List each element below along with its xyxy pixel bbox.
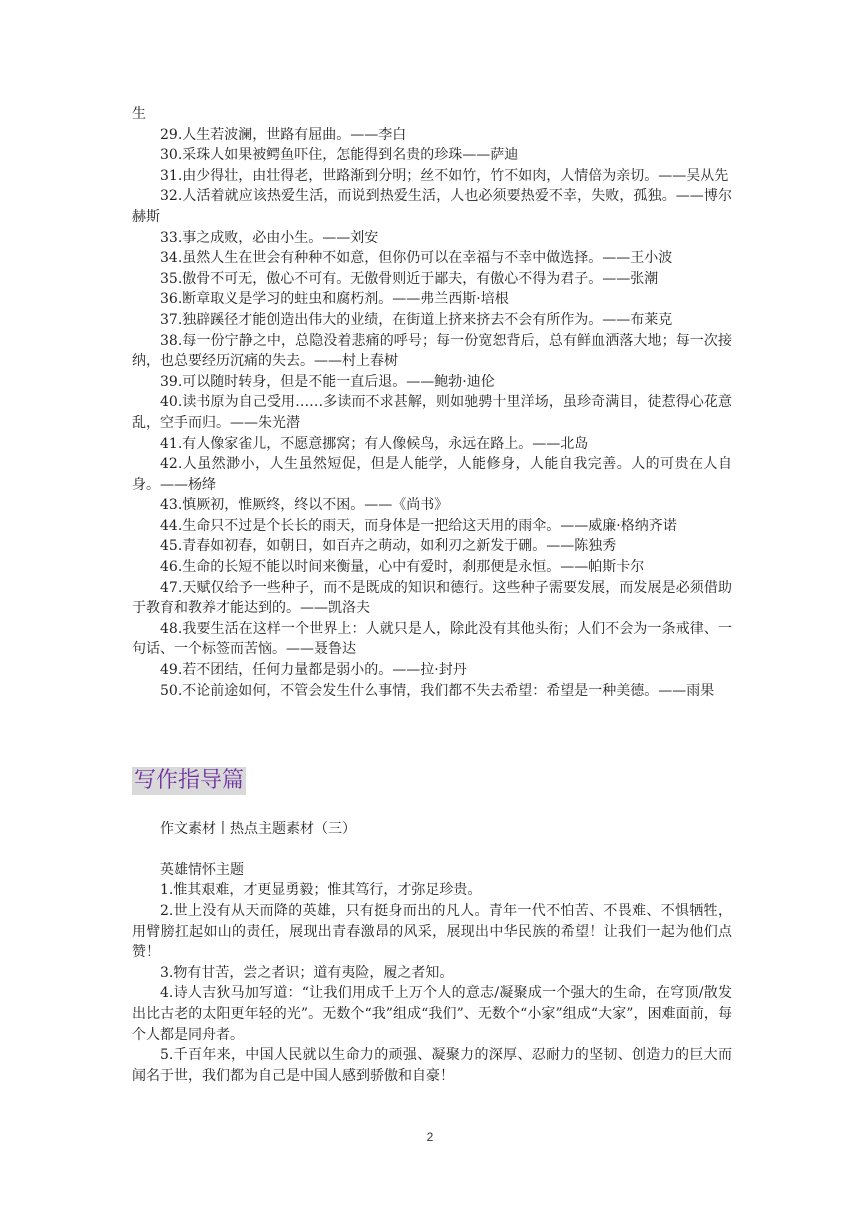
quote-item: 45.青春如初春，如朝日，如百卉之萌动，如利刃之新发于硎。——陈独秀 <box>160 538 617 555</box>
quote-item: 35.傲骨不可无，傲心不可有。无傲骨则近于鄙夫，有傲心不得为君子。——张潮 <box>160 270 659 287</box>
topic-item: 2.世上没有从天而降的英雄，只有挺身而出的凡人。青年一代不怕苦、不畏难、不惧牺牲，用臂膀扛起如山的责任，展现出青春激昂的风采，展现出中华民族的希望！让我们一起为他们点赞！ <box>132 903 732 961</box>
quote-item: 43.慎厥初，惟厥终，终以不困。——《尚书》 <box>160 497 449 514</box>
page-content <box>132 104 732 1086</box>
section-heading: 写作指导篇 <box>134 768 245 794</box>
quotes-list <box>132 125 732 702</box>
quote-item: 31.由少得壮，由壮得老，世路渐到分明；丝不如竹，竹不如肉，人情倍为亲切。——吴从先 <box>160 167 729 184</box>
quote-item: 33.事之成败，必由小生。——刘安 <box>160 229 379 246</box>
spacer <box>132 840 732 860</box>
quote-item: 30.采珠人如果被鳄鱼吓住，怎能得到名贵的珍珠——萨迪 <box>160 147 519 164</box>
quote-item: 29.人生若波澜，世路有屈曲。——李白 <box>160 126 407 143</box>
quote-item: 42.人虽然渺小，人生虽然短促，但是人能学，人能修身，人能自我完善。人的可贵在人自身。——杨绛 <box>132 456 732 493</box>
continuation-text: 生 <box>132 106 146 122</box>
quote-item: 49.若不团结，任何力量都是弱小的。——拉·封丹 <box>160 662 467 679</box>
spacer <box>132 701 732 767</box>
spacer <box>132 795 732 819</box>
quote-item: 37.独辟蹊径才能创造出伟大的业绩，在街道上挤来挤去不会有所作为。——布莱克 <box>160 311 673 328</box>
topic-item: 4.诗人吉狄马加写道：“让我们用成千上万个人的意志/凝聚成一个强大的生命，在穹顶/散发出比古老的太阳更年轻的光”。无数个“我”组成“我们”、无数个“小家”组成“大家”，困难面前，每个人都是同舟者。 <box>132 985 732 1043</box>
topic-item: 3.物有甘苦，尝之者识；道有夷险，履之者知。 <box>160 964 454 981</box>
quote-item: 48.我要生活在这样一个世界上：人就只是人，除此没有其他头衔；人们不会为一条戒律、一句话、一个标签而苦恼。——聂鲁达 <box>132 620 732 658</box>
quote-item: 40.读书原为自己受用……多读而不求甚解，则如驰骋十里洋场，虽珍奇满目，徒惹得心花意乱，空手而归。——朱光潜 <box>132 394 732 431</box>
topic-item: 5.千百年来，中国人民就以生命力的顽强、凝聚力的深厚、忍耐力的坚韧、创造力的巨大而闻名于世，我们都为自己是中国人感到骄傲和自豪！ <box>132 1047 732 1084</box>
quote-item: 47.天赋仅给予一些种子，而不是既成的知识和德行。这些种子需要发展，而发展是必须借助于教育和教养才能达到的。——凯洛夫 <box>132 579 732 617</box>
page-number: 2 <box>426 1130 434 1144</box>
quote-item: 41.有人像家雀儿，不愿意挪窝；有人像候鸟，永远在路上。——北岛 <box>160 435 589 452</box>
quote-item: 32.人活着就应该热爱生活，而说到热爱生活，人也必须要热爱不幸，失败，孤独。——博尔赫斯 <box>132 188 732 225</box>
quote-item: 46.生命的长短不能以时间来衡量，心中有爱时，刹那便是永恒。——帕斯卡尔 <box>160 559 645 576</box>
quote-item: 50.不论前途如何，不管会发生什么事情，我们都不失去希望：希望是一种美德。——雨果 <box>160 682 715 699</box>
quote-item: 36.断章取义是学习的蛀虫和腐朽剂。——弗兰西斯·培根 <box>160 291 509 308</box>
topic-items <box>132 880 732 1086</box>
section-subtitle: 作文素材丨热点主题素材（三） <box>160 821 356 838</box>
quote-item: 44.生命只不过是个长长的雨天，而身体是一把给这天用的雨伞。——威廉·格纳齐诺 <box>160 517 677 534</box>
topic-title: 英雄情怀主题 <box>160 861 244 878</box>
quote-item: 34.虽然人生在世会有种种不如意，但你仍可以在幸福与不幸中做选择。——王小波 <box>160 250 673 267</box>
quote-item: 39.可以随时转身，但是不能一直后退。——鲍勃·迪伦 <box>160 373 495 390</box>
topic-item: 1.惟其艰难，才更显勇毅；惟其笃行，才弥足珍贵。 <box>160 882 482 899</box>
quote-item: 38.每一份宁静之中，总隐没着悲痛的呼号；每一份宽恕背后，总有鲜血洒落大地；每一次接纳，也总要经历沉痛的失去。——村上春树 <box>132 332 732 370</box>
